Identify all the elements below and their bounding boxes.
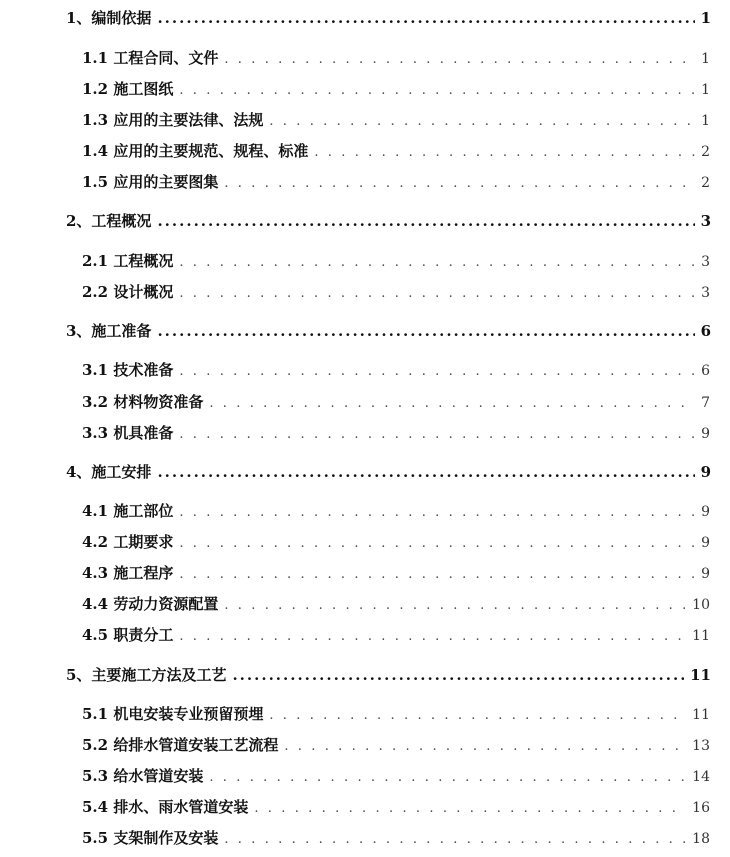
toc-entry-2-1[interactable] (82, 254, 710, 269)
toc-entry-3-3[interactable] (82, 426, 710, 441)
toc-entry-page: 2 (701, 175, 710, 191)
toc-entry-page: 2 (701, 144, 710, 160)
toc-entry-5[interactable] (66, 668, 711, 683)
toc-entry-2[interactable] (66, 214, 711, 229)
toc-entry-title: 4.3 施工程序 (82, 564, 174, 582)
toc-entry-title: 2.1 工程概况 (82, 252, 174, 270)
toc-entry-page: 9 (701, 535, 710, 551)
dot-leader (179, 428, 695, 441)
toc-entry-title: 1.4 应用的主要规范、规程、标准 (82, 142, 309, 160)
toc-entry-page: 14 (692, 769, 710, 785)
toc-entry-5-5[interactable] (82, 831, 710, 846)
toc-entry-title: 2.2 设计概况 (82, 283, 174, 301)
toc-entry-4-2[interactable] (82, 535, 710, 550)
toc-entry-title: 5.5 支架制作及安装 (82, 829, 219, 847)
toc-entry-page: 9 (701, 566, 710, 582)
toc-entry-page: 6 (700, 322, 711, 340)
toc-entry-title: 3、施工准备 (66, 322, 152, 340)
dot-leader (157, 214, 694, 229)
toc-entry-title: 3.2 材料物资准备 (82, 393, 204, 411)
toc-entry-page: 1 (700, 9, 711, 27)
toc-entry-1-2[interactable] (82, 82, 710, 97)
dot-leader (224, 599, 686, 612)
toc-entry-page: 16 (692, 800, 710, 816)
toc-entry-title: 4.2 工期要求 (82, 533, 174, 551)
toc-entry-4-5[interactable] (82, 628, 710, 643)
toc-entry-page: 3 (701, 285, 710, 301)
dot-leader (179, 630, 686, 643)
dot-leader (179, 506, 695, 519)
dot-leader (179, 365, 695, 378)
dot-leader (284, 740, 686, 753)
toc-entry-5-3[interactable] (82, 769, 710, 784)
toc-entry-1[interactable] (66, 11, 711, 26)
toc-entry-5-4[interactable] (82, 800, 710, 815)
toc-entry-page: 7 (701, 395, 710, 411)
toc-entry-page: 6 (701, 363, 710, 379)
toc-entry-4-1[interactable] (82, 504, 710, 519)
toc-entry-page: 9 (701, 504, 710, 520)
dot-leader (179, 256, 695, 269)
toc-entry-title: 4.4 劳动力资源配置 (82, 595, 219, 613)
toc-entry-page: 9 (701, 426, 710, 442)
toc-entry-page: 3 (700, 212, 711, 230)
toc-entry-1-1[interactable] (82, 51, 710, 66)
dot-leader (157, 465, 694, 480)
toc-entry-page: 11 (692, 707, 710, 723)
toc-entry-page: 13 (692, 738, 710, 754)
dot-leader (179, 287, 695, 300)
dot-leader (269, 709, 686, 722)
toc-entry-2-2[interactable] (82, 285, 710, 300)
dot-leader (224, 177, 695, 190)
toc-entry-1-3[interactable] (82, 113, 710, 128)
toc-entry-page: 10 (692, 597, 710, 613)
toc-entry-4[interactable] (66, 465, 711, 480)
toc-entry-page: 3 (701, 254, 710, 270)
dot-leader (179, 568, 695, 581)
toc-entry-title: 4.1 施工部位 (82, 502, 174, 520)
toc-entry-title: 1.3 应用的主要法律、法规 (82, 111, 264, 129)
toc-entry-4-4[interactable] (82, 597, 710, 612)
toc-entry-title: 2、工程概况 (66, 212, 152, 230)
toc-entry-page: 1 (701, 82, 710, 98)
toc-entry-title: 5.3 给水管道安装 (82, 767, 204, 785)
dot-leader (232, 668, 684, 683)
toc-entry-title: 1.1 工程合同、文件 (82, 49, 219, 67)
toc-entry-title: 5.4 排水、雨水管道安装 (82, 798, 249, 816)
dot-leader (224, 833, 686, 846)
toc-entry-1-4[interactable] (82, 144, 710, 159)
dot-leader (179, 84, 695, 97)
dot-leader (254, 802, 686, 815)
toc-entry-page: 1 (701, 113, 710, 129)
dot-leader (179, 537, 695, 550)
toc-entry-title: 3.1 技术准备 (82, 361, 174, 379)
toc-entry-page: 11 (692, 628, 710, 644)
toc-entry-page: 9 (700, 463, 711, 481)
toc-entry-title: 4.5 职责分工 (82, 626, 174, 644)
toc-entry-4-3[interactable] (82, 566, 710, 581)
dot-leader (209, 771, 686, 784)
dot-leader (224, 53, 695, 66)
toc-entry-3-1[interactable] (82, 363, 710, 378)
dot-leader (269, 115, 695, 128)
dot-leader (157, 11, 694, 26)
toc-entry-page: 18 (692, 831, 710, 847)
toc-entry-5-1[interactable] (82, 707, 710, 722)
dot-leader (209, 397, 695, 410)
toc-entry-page: 1 (701, 51, 710, 67)
toc-entry-1-5[interactable] (82, 175, 710, 190)
toc-entry-title: 4、施工安排 (66, 463, 152, 481)
toc-entry-5-2[interactable] (82, 738, 710, 753)
toc-entry-3[interactable] (66, 324, 711, 339)
toc-entry-title: 1.2 施工图纸 (82, 80, 174, 98)
dot-leader (157, 324, 694, 339)
toc-entry-title: 5.1 机电安装专业预留预埋 (82, 705, 264, 723)
toc-entry-page: 11 (690, 666, 711, 684)
toc-entry-title: 5.2 给排水管道安装工艺流程 (82, 736, 279, 754)
toc-entry-title: 3.3 机具准备 (82, 424, 174, 442)
toc-entry-title: 1.5 应用的主要图集 (82, 173, 219, 191)
toc-entry-title: 1、编制依据 (66, 9, 152, 27)
dot-leader (314, 146, 695, 159)
toc-entry-3-2[interactable] (82, 395, 710, 410)
toc-entry-title: 5、主要施工方法及工艺 (66, 666, 227, 684)
